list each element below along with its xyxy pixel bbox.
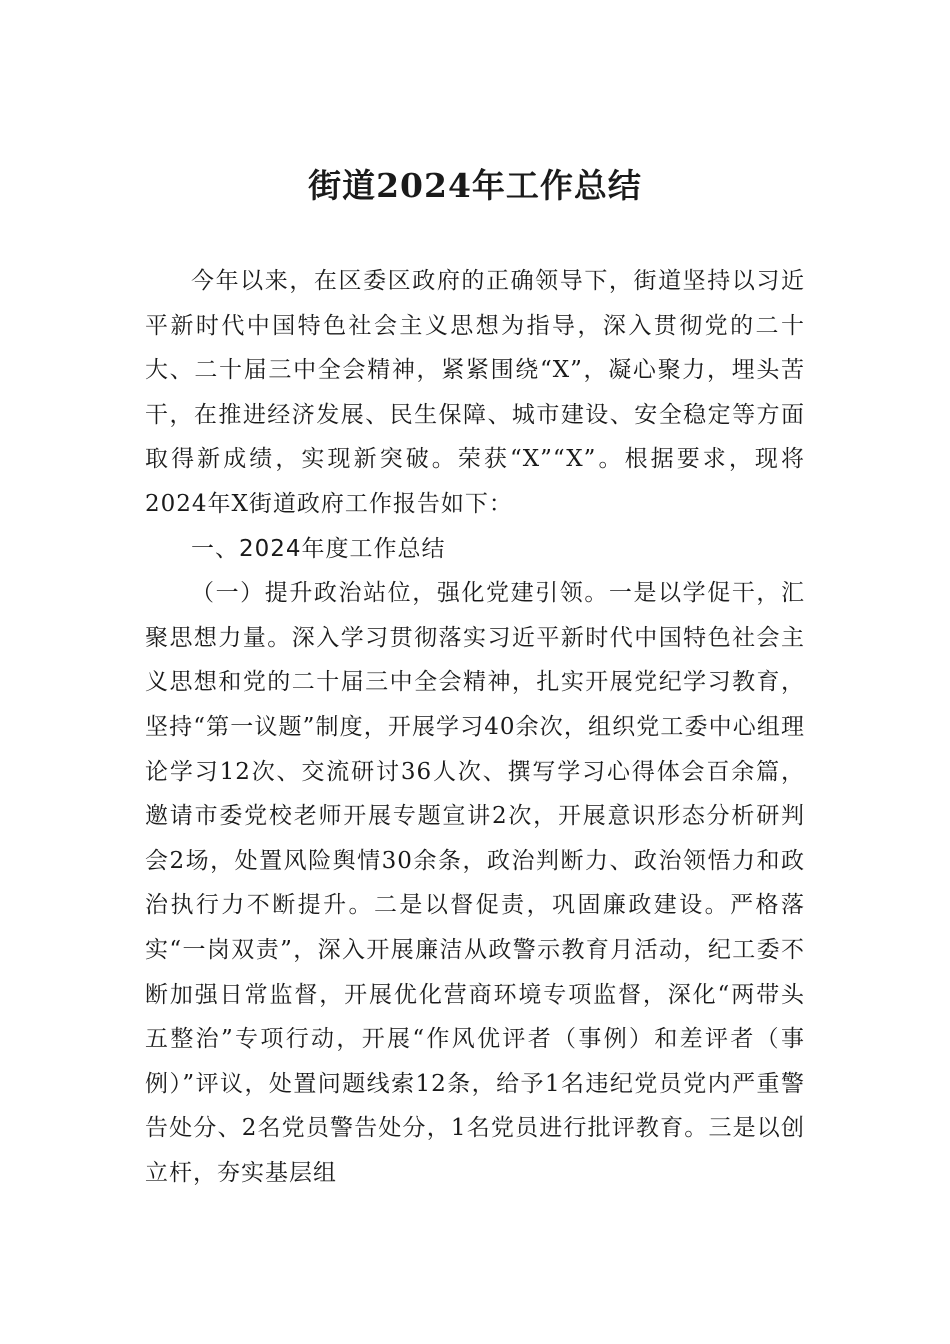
- document-body: [145, 259, 805, 1195]
- subsection-paragraph: [145, 571, 805, 1195]
- subsection-heading: （一）提升政治站位，强化党建引领。: [191, 580, 609, 607]
- document-title: 街道2024年工作总结: [308, 166, 642, 205]
- subsection-body: 一是以学促干，汇聚思想力量。深入学习贯彻落实习近平新时代中国特色社会主义思想和党的二十届三中全会精神，扎实开展党纪学习教育，坚持“第一议题”制度，开展学习40余次，组织党工委中心组理论学习12次、交流研讨36人次、撰写学习心得体会百余篇，邀请市委党校老师开展专题宣讲2次，开展意识形态分析研判会2场，处置风险舆情30余条，政治判断力、政治领悟力和政治执行力不断提升。二是以督促责，巩固廉政建设。严格落实“一岗双责”，深入开展廉洁从政警示教育月活动，纪工委不断加强日常监督，开展优化营商环境专项监督，深化“两带头五整治”专项行动，开展“作风优评者（事例）和差评者（事例）”评议，处置问题线索12条，给予1名违纪党员党内严重警告处分、2名党员警告处分，1名党员进行批评教育。三是以创立杆，夯实基层组: [145, 580, 806, 1186]
- section-heading: 一、2024年度工作总结: [191, 535, 446, 562]
- intro-paragraph: 今年以来，在区委区政府的正确领导下，街道坚持以习近平新时代中国特色社会主义思想为指导，深入贯彻党的二十大、二十届三中全会精神，紧紧围绕“X”，凝心聚力，埋头苦干，在推进经济发展、民生保障、城市建设、安全稳定等方面取得新成绩，实现新突破。荣获“X”“X”。根据要求，现将2024年X街道政府工作报告如下：: [145, 268, 805, 517]
